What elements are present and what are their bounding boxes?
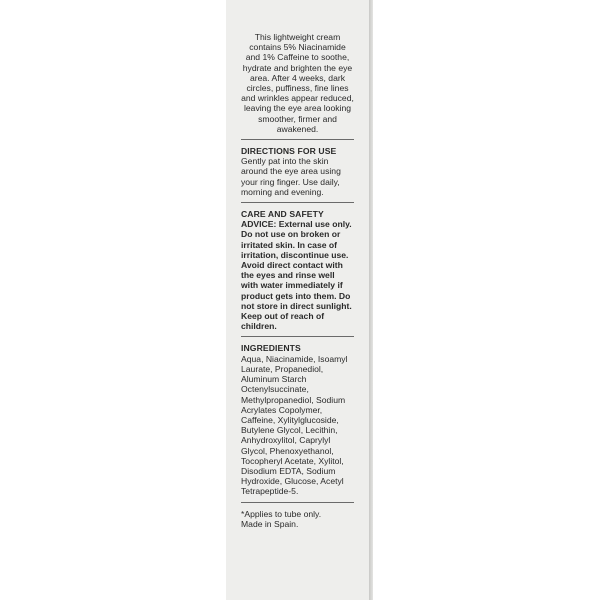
directions-text: Gently pat into the skin around the eye area using your ring finger. Use daily, morning and evening. (241, 156, 341, 197)
directions-heading: DIRECTIONS FOR USE (241, 146, 337, 157)
care-heading: CARE AND SAFETY (241, 209, 324, 220)
footnote-tube: *Applies to tube only. (241, 508, 322, 519)
product-box-edge (369, 0, 373, 600)
product-description: This lightweight cream contains 5% Niacinamide and 1% Caffeine to soothe, hydrate and brighten the eye area. After 4 weeks, dark circles, puffiness, fine lines and wrinkles appear reduced, leaving the eye area looking smoother, firmer and awakened. (241, 32, 354, 134)
ingredients-text: Aqua, Niacinamide, Isoamyl Laurate, Propanediol, Aluminum Starch Octenylsuccinate, Methylpropanediol, Sodium Acrylates Copolymer, Caffeine, Xylitylglucoside, Butylene Glycol, Lecithin, Anhydroxylitol, Caprylyl Glycol, Phenoxyethanol, Tocopheryl Acetate, Xylitol, Disodium EDTA, Sodium Hydroxide, Glucose, Acetyl Tetrapeptide-5. (241, 353, 348, 497)
divider (241, 336, 354, 337)
care-text: ADVICE: External use only. Do not use on broken or irritated skin. In case of irritation, discontinue use. Avoid direct contact with the eyes and rinse well with water immediately if product gets into them. Do not store in direct sunlight. Keep out of reach of children. (241, 219, 352, 332)
ingredients-heading: INGREDIENTS (241, 343, 301, 354)
divider (241, 502, 354, 503)
footnote-origin: Made in Spain. (241, 518, 299, 529)
label-panel (241, 32, 354, 529)
divider (241, 202, 354, 203)
divider (241, 139, 354, 140)
